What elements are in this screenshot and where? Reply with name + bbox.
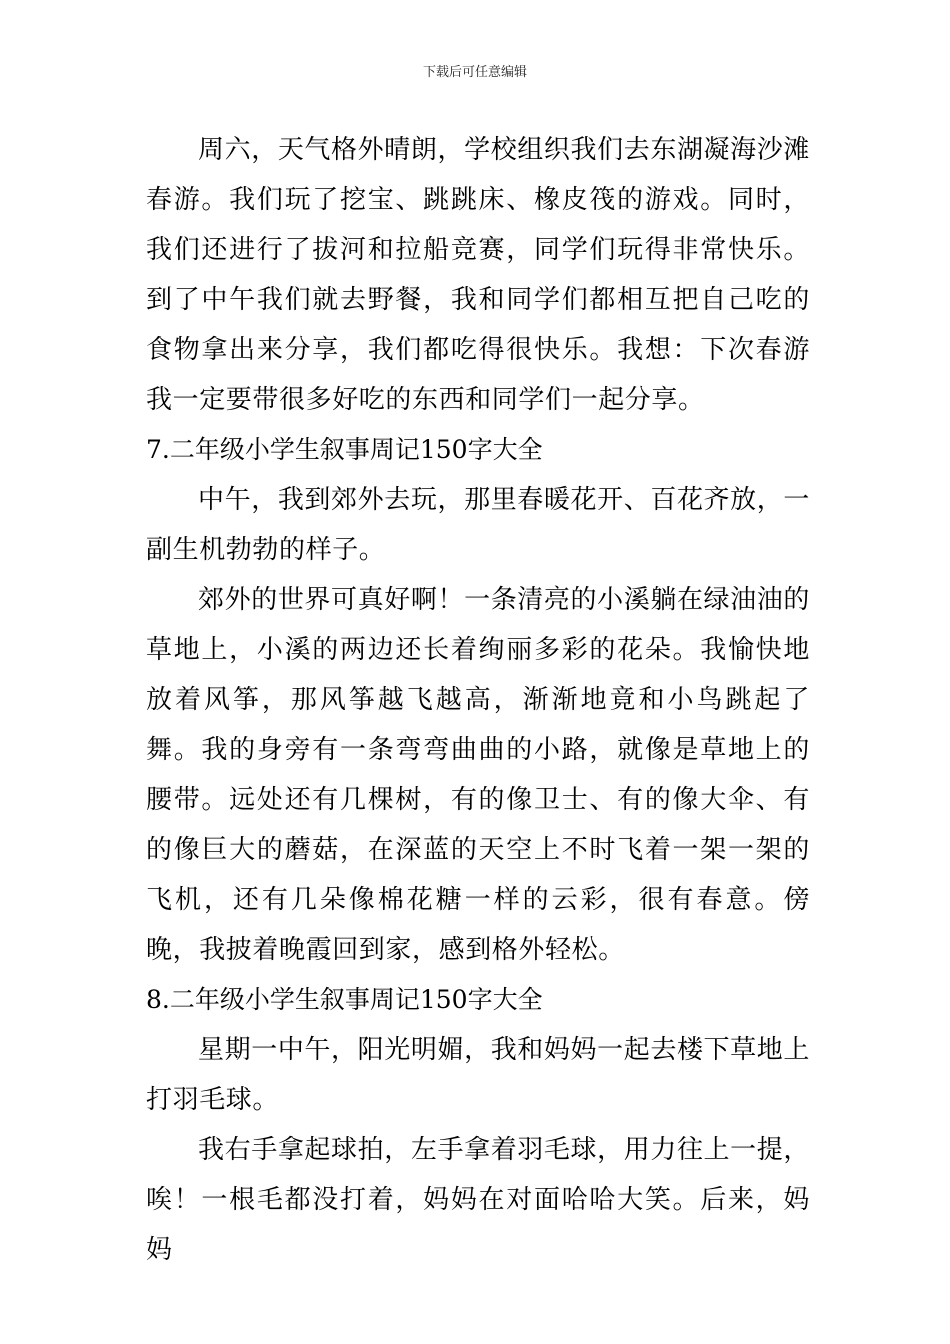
paragraph-countryside-world: 郊外的世界可真好啊！一条清亮的小溪躺在绿油油的草地上，小溪的两边还长着绚丽多彩的花朵。我愉快地放着风筝，那风筝越飞越高，渐渐地竟和小鸟跳起了舞。我的身旁有一条弯弯曲曲的小路，就像是草地上的腰带。远处还有几棵树，有的像卫士、有的像大伞、有的像巨大的蘑菇，在深蓝的天空上不时飞着一架一架的飞机，还有几朵像棉花糖一样的云彩，很有春意。傍晚，我披着晚霞回到家，感到格外轻松。	[146, 585, 810, 965]
section-heading-8: 8.二年级小学生叙事周记150字大全	[146, 985, 543, 1014]
paragraph-racket-attempt: 我右手拿起球拍，左手拿着羽毛球，用力往上一提，唉！一根毛都没打着，妈妈在对面哈哈大笑。后来，妈妈	[146, 1135, 810, 1265]
section-heading-7: 7.二年级小学生叙事周记150字大全	[146, 435, 543, 464]
paragraph-monday-badminton: 星期一中午，阳光明媚，我和妈妈一起去楼下草地上打羽毛球。	[146, 1035, 810, 1115]
document-body	[146, 125, 810, 1275]
paragraph-noon-countryside: 中午，我到郊外去玩，那里春暖花开、百花齐放，一副生机勃勃的样子。	[146, 485, 810, 565]
paragraph-spring-outing: 周六，天气格外晴朗，学校组织我们去东湖凝海沙滩春游。我们玩了挖宝、跳跳床、橡皮筏的游戏。同时，我们还进行了拔河和拉船竞赛，同学们玩得非常快乐。到了中午我们就去野餐，我和同学们都相互把自己吃的食物拿出来分享，我们都吃得很快乐。我想：下次春游我一定要带很多好吃的东西和同学们一起分享。	[146, 135, 810, 415]
page-header-note: 下载后可任意编辑	[422, 65, 527, 80]
